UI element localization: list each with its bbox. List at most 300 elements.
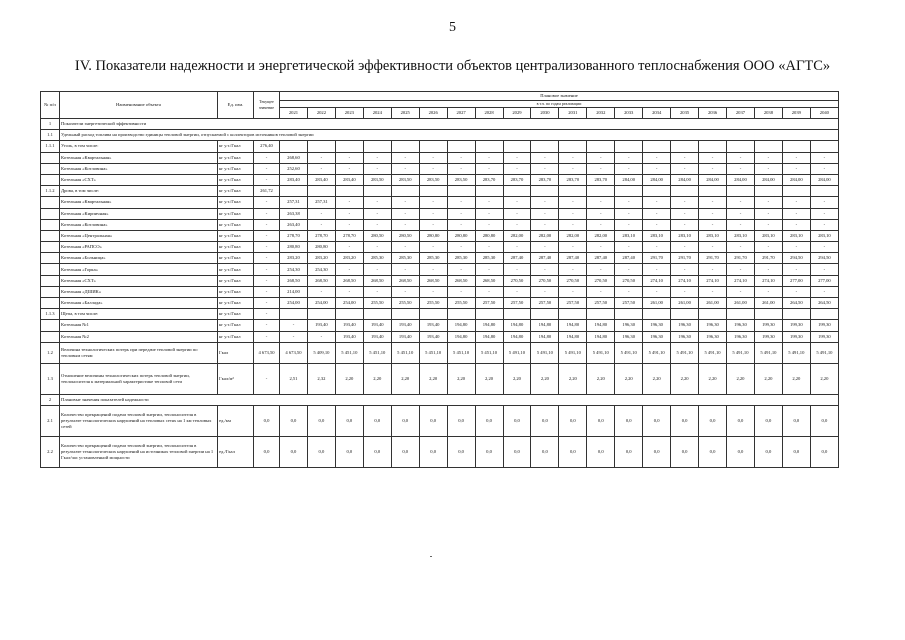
row-unit: кг у.т./Гкал bbox=[218, 174, 254, 185]
row-year-value: 0,0 bbox=[503, 405, 531, 436]
row-year-value: 283,10 bbox=[727, 230, 755, 241]
row-year-value: 2,20 bbox=[615, 363, 643, 394]
row-year-value: 199,30 bbox=[782, 331, 810, 342]
header-no: № п/п bbox=[41, 92, 60, 119]
row-year-value: 282,00 bbox=[587, 230, 615, 241]
row-number: 2.1 bbox=[41, 405, 60, 436]
table-body bbox=[41, 119, 839, 468]
table-row bbox=[41, 163, 839, 174]
row-current-value: - bbox=[254, 320, 280, 331]
row-year-value: 283,10 bbox=[643, 230, 671, 241]
row-year-value: - bbox=[363, 242, 391, 253]
row-year-value: - bbox=[754, 152, 782, 163]
row-year-value: - bbox=[335, 163, 363, 174]
row-year-value: 268,50 bbox=[307, 275, 335, 286]
row-year-value bbox=[754, 141, 782, 152]
row-year-value: - bbox=[531, 197, 559, 208]
row-year-value: 196,30 bbox=[615, 320, 643, 331]
row-year-value bbox=[447, 309, 475, 320]
table-row bbox=[41, 219, 839, 230]
row-year-value bbox=[447, 141, 475, 152]
row-unit: кг у.т./Гкал bbox=[218, 163, 254, 174]
header-year: 2022 bbox=[307, 108, 335, 119]
row-year-value: 285,30 bbox=[447, 253, 475, 264]
row-unit: кг у.т./Гкал bbox=[218, 331, 254, 342]
row-year-value: 2,20 bbox=[810, 363, 838, 394]
row-year-value: 284,00 bbox=[699, 174, 727, 185]
row-year-value: - bbox=[727, 163, 755, 174]
table-row bbox=[41, 152, 839, 163]
header-year: 2034 bbox=[643, 108, 671, 119]
row-number bbox=[41, 298, 60, 309]
row-number: 1.1.2 bbox=[41, 186, 60, 197]
row-year-value: 0,0 bbox=[475, 405, 503, 436]
row-year-value: 194,80 bbox=[447, 331, 475, 342]
row-year-value bbox=[531, 141, 559, 152]
row-year-value bbox=[643, 186, 671, 197]
row-year-value: 268,50 bbox=[419, 275, 447, 286]
row-year-value: 282,00 bbox=[503, 230, 531, 241]
row-year-value: 193,40 bbox=[363, 331, 391, 342]
row-year-value: - bbox=[699, 242, 727, 253]
row-year-value bbox=[503, 309, 531, 320]
row-year-value bbox=[699, 309, 727, 320]
row-year-value: - bbox=[559, 219, 587, 230]
row-year-value: - bbox=[782, 208, 810, 219]
row-year-value: - bbox=[559, 197, 587, 208]
row-year-value: 257,50 bbox=[475, 298, 503, 309]
row-number bbox=[41, 331, 60, 342]
row-year-value: - bbox=[754, 264, 782, 275]
row-year-value: 5 451,10 bbox=[363, 342, 391, 363]
row-year-value: - bbox=[754, 208, 782, 219]
row-year-value: 5 491,10 bbox=[503, 342, 531, 363]
row-year-value: 4 673,50 bbox=[280, 342, 308, 363]
row-year-value: - bbox=[503, 264, 531, 275]
row-year-value: 263,40 bbox=[280, 219, 308, 230]
row-year-value: 196,30 bbox=[615, 331, 643, 342]
header-year: 2021 bbox=[280, 108, 308, 119]
row-year-value: - bbox=[810, 197, 838, 208]
row-number bbox=[41, 230, 60, 241]
header-planned: Плановое значение bbox=[280, 92, 839, 101]
header-year: 2033 bbox=[615, 108, 643, 119]
row-name: Котельная «СХТ» bbox=[60, 275, 218, 286]
row-year-value: 283,70 bbox=[475, 174, 503, 185]
row-year-value: 283,20 bbox=[335, 253, 363, 264]
row-unit: кг у.т./Гкал bbox=[218, 197, 254, 208]
row-number bbox=[41, 163, 60, 174]
row-name: Уголь, в том числе: bbox=[60, 141, 218, 152]
row-year-value: - bbox=[587, 163, 615, 174]
row-year-value: - bbox=[419, 197, 447, 208]
row-year-value: - bbox=[419, 219, 447, 230]
row-year-value bbox=[727, 141, 755, 152]
row-year-value: 2,20 bbox=[587, 363, 615, 394]
row-year-value: 194,80 bbox=[503, 320, 531, 331]
row-year-value: 291,70 bbox=[671, 253, 699, 264]
row-year-value: 196,30 bbox=[699, 331, 727, 342]
row-year-value: - bbox=[391, 219, 419, 230]
row-year-value: 252,60 bbox=[280, 163, 308, 174]
row-year-value: - bbox=[727, 264, 755, 275]
row-year-value: - bbox=[475, 242, 503, 253]
row-year-value: 0,0 bbox=[391, 405, 419, 436]
row-year-value: - bbox=[810, 163, 838, 174]
row-year-value bbox=[727, 186, 755, 197]
row-year-value: 5 491,10 bbox=[727, 342, 755, 363]
row-year-value: 283,50 bbox=[363, 174, 391, 185]
row-year-value: - bbox=[475, 208, 503, 219]
row-year-value: 193,40 bbox=[335, 320, 363, 331]
row-year-value bbox=[587, 141, 615, 152]
row-year-value: - bbox=[699, 264, 727, 275]
header-unit: Ед. изм. bbox=[218, 92, 254, 119]
row-number bbox=[41, 152, 60, 163]
page-number: 5 bbox=[449, 20, 456, 35]
row-year-value bbox=[615, 309, 643, 320]
row-year-value: 268,50 bbox=[363, 275, 391, 286]
row-year-value: 193,40 bbox=[307, 320, 335, 331]
row-year-value: - bbox=[615, 264, 643, 275]
row-year-value: 196,30 bbox=[727, 320, 755, 331]
row-year-value: 285,30 bbox=[391, 253, 419, 264]
row-year-value: 0,0 bbox=[810, 405, 838, 436]
row-current-value: - bbox=[254, 230, 280, 241]
row-year-value: 257,31 bbox=[280, 197, 308, 208]
row-year-value: 199,30 bbox=[782, 320, 810, 331]
row-year-value bbox=[671, 309, 699, 320]
row-year-value: - bbox=[615, 163, 643, 174]
row-year-value: - bbox=[419, 208, 447, 219]
row-current-value: - bbox=[254, 275, 280, 286]
header-year: 2038 bbox=[754, 108, 782, 119]
row-year-value: 283,70 bbox=[503, 174, 531, 185]
row-year-value: - bbox=[531, 242, 559, 253]
row-year-value bbox=[531, 186, 559, 197]
row-year-value: - bbox=[335, 286, 363, 297]
row-year-value: 5 491,10 bbox=[810, 342, 838, 363]
row-name: Количество прекращений подачи тепловой энергии, теплоносителя в результате технологических нарушений на источниках тепловой энергии на 1 Гкал/час установленной мощности bbox=[60, 436, 218, 467]
row-unit: Гкал/м² bbox=[218, 363, 254, 394]
row-year-value: - bbox=[391, 152, 419, 163]
row-year-value: - bbox=[307, 286, 335, 297]
row-year-value: 5 409,10 bbox=[307, 342, 335, 363]
row-year-value: - bbox=[727, 152, 755, 163]
row-unit: кг у.т./Гкал bbox=[218, 309, 254, 320]
row-year-value: 261,00 bbox=[727, 298, 755, 309]
row-year-value: 270,50 bbox=[559, 275, 587, 286]
row-year-value: 255,50 bbox=[363, 298, 391, 309]
row-year-value: - bbox=[503, 219, 531, 230]
table-row bbox=[41, 405, 839, 436]
header-year: 2032 bbox=[587, 108, 615, 119]
row-year-value: - bbox=[559, 286, 587, 297]
row-year-value: - bbox=[335, 242, 363, 253]
header-year: 2025 bbox=[391, 108, 419, 119]
row-year-value: - bbox=[671, 208, 699, 219]
row-unit: кг у.т./Гкал bbox=[218, 275, 254, 286]
row-year-value: 284,00 bbox=[782, 174, 810, 185]
row-year-value: - bbox=[615, 242, 643, 253]
row-year-value: 257,50 bbox=[531, 298, 559, 309]
row-year-value: - bbox=[447, 264, 475, 275]
row-section-title: Удельный расход топлива на производство единицы тепловой энергии, отпускаемой с коллекторов источников тепловой энергии bbox=[60, 130, 839, 141]
row-current-value: - bbox=[254, 197, 280, 208]
row-year-value: 284,00 bbox=[643, 174, 671, 185]
table-row bbox=[41, 309, 839, 320]
row-year-value: 2,20 bbox=[754, 363, 782, 394]
row-year-value: 5 491,10 bbox=[671, 342, 699, 363]
row-year-value: - bbox=[615, 286, 643, 297]
row-year-value: 283,40 bbox=[307, 174, 335, 185]
row-year-value: 5 491,10 bbox=[559, 342, 587, 363]
row-year-value: - bbox=[810, 286, 838, 297]
row-current-value: - bbox=[254, 219, 280, 230]
row-year-value: 284,00 bbox=[754, 174, 782, 185]
row-year-value: 261,00 bbox=[699, 298, 727, 309]
row-year-value: 194,80 bbox=[503, 331, 531, 342]
row-year-value: 268,50 bbox=[447, 275, 475, 286]
row-year-value: - bbox=[699, 197, 727, 208]
row-name: Котельная «Котловина» bbox=[60, 219, 218, 230]
row-year-value: 270,50 bbox=[587, 275, 615, 286]
row-year-value: 5 491,10 bbox=[587, 342, 615, 363]
row-section-title: Показатели энергетической эффективности bbox=[60, 119, 839, 130]
row-year-value: - bbox=[587, 286, 615, 297]
row-number: 1 bbox=[41, 119, 60, 130]
row-year-value: - bbox=[391, 242, 419, 253]
row-year-value: 0,0 bbox=[727, 436, 755, 467]
row-year-value: 283,70 bbox=[559, 174, 587, 185]
row-year-value: 274,10 bbox=[671, 275, 699, 286]
row-year-value: 280,80 bbox=[447, 230, 475, 241]
row-year-value: 261,00 bbox=[643, 298, 671, 309]
table-row bbox=[41, 242, 839, 253]
header-year: 2031 bbox=[559, 108, 587, 119]
row-year-value: - bbox=[307, 152, 335, 163]
row-year-value: 261,00 bbox=[754, 298, 782, 309]
row-year-value: - bbox=[782, 152, 810, 163]
row-year-value: 194,80 bbox=[531, 331, 559, 342]
row-current-value: 261,72 bbox=[254, 186, 280, 197]
row-year-value: - bbox=[503, 208, 531, 219]
row-year-value: - bbox=[503, 242, 531, 253]
row-year-value: - bbox=[727, 219, 755, 230]
row-year-value: - bbox=[335, 264, 363, 275]
row-year-value: - bbox=[615, 208, 643, 219]
row-year-value: 0,0 bbox=[475, 436, 503, 467]
row-year-value: - bbox=[754, 286, 782, 297]
row-year-value: - bbox=[363, 219, 391, 230]
row-year-value: - bbox=[699, 163, 727, 174]
row-year-value: 263,38 bbox=[280, 208, 308, 219]
row-year-value: 0,0 bbox=[810, 436, 838, 467]
row-number bbox=[41, 286, 60, 297]
row-year-value: 270,50 bbox=[531, 275, 559, 286]
row-year-value: - bbox=[419, 163, 447, 174]
row-name: Котельная «Квартальная» bbox=[60, 197, 218, 208]
row-year-value: - bbox=[643, 197, 671, 208]
row-year-value: 0,0 bbox=[559, 405, 587, 436]
row-year-value: 0,0 bbox=[363, 436, 391, 467]
row-year-value: 193,40 bbox=[419, 320, 447, 331]
row-year-value bbox=[307, 186, 335, 197]
row-year-value: - bbox=[754, 242, 782, 253]
row-current-value: - bbox=[254, 253, 280, 264]
row-year-value: - bbox=[671, 152, 699, 163]
row-year-value: 0,0 bbox=[391, 436, 419, 467]
row-current-value: - bbox=[254, 363, 280, 394]
row-year-value: 257,31 bbox=[307, 197, 335, 208]
row-year-value bbox=[643, 141, 671, 152]
table-row bbox=[41, 141, 839, 152]
row-number bbox=[41, 275, 60, 286]
row-current-value: - bbox=[254, 208, 280, 219]
row-year-value: 285,30 bbox=[363, 253, 391, 264]
row-year-value: 0,0 bbox=[671, 436, 699, 467]
header-period: в т.ч. по годам реализации bbox=[280, 101, 839, 108]
row-year-value bbox=[280, 141, 308, 152]
row-year-value: 0,0 bbox=[280, 436, 308, 467]
row-year-value: - bbox=[531, 219, 559, 230]
row-year-value bbox=[447, 186, 475, 197]
row-name: Дрова, в том числе: bbox=[60, 186, 218, 197]
row-year-value bbox=[727, 309, 755, 320]
header-year: 2037 bbox=[727, 108, 755, 119]
row-year-value bbox=[419, 186, 447, 197]
row-year-value bbox=[391, 186, 419, 197]
row-year-value: - bbox=[391, 163, 419, 174]
row-year-value: - bbox=[559, 152, 587, 163]
row-year-value: - bbox=[587, 242, 615, 253]
header-year: 2040 bbox=[810, 108, 838, 119]
row-year-value: - bbox=[587, 152, 615, 163]
row-year-value bbox=[643, 309, 671, 320]
row-year-value bbox=[307, 141, 335, 152]
row-number: 1.3 bbox=[41, 363, 60, 394]
row-year-value bbox=[363, 186, 391, 197]
row-year-value bbox=[335, 186, 363, 197]
row-year-value: - bbox=[671, 219, 699, 230]
row-year-value: - bbox=[335, 219, 363, 230]
row-year-value: 294,50 bbox=[810, 253, 838, 264]
row-year-value: - bbox=[643, 286, 671, 297]
row-number bbox=[41, 208, 60, 219]
row-year-value: - bbox=[447, 219, 475, 230]
row-year-value bbox=[335, 141, 363, 152]
row-year-value: 0,0 bbox=[559, 436, 587, 467]
row-year-value bbox=[503, 141, 531, 152]
row-number bbox=[41, 219, 60, 230]
row-number bbox=[41, 197, 60, 208]
row-current-value: - bbox=[254, 264, 280, 275]
row-year-value: - bbox=[335, 208, 363, 219]
row-year-value bbox=[587, 309, 615, 320]
row-year-value bbox=[810, 309, 838, 320]
row-year-value: 254,30 bbox=[280, 264, 308, 275]
row-year-value bbox=[754, 186, 782, 197]
row-year-value: 2,20 bbox=[391, 363, 419, 394]
row-year-value: 196,30 bbox=[671, 320, 699, 331]
row-year-value bbox=[615, 141, 643, 152]
row-year-value: 2,20 bbox=[643, 363, 671, 394]
row-year-value: - bbox=[280, 320, 308, 331]
row-year-value: - bbox=[727, 197, 755, 208]
row-year-value: 199,30 bbox=[754, 320, 782, 331]
row-year-value: - bbox=[699, 208, 727, 219]
row-name: Котельная «Центральная» bbox=[60, 230, 218, 241]
row-year-value: - bbox=[699, 286, 727, 297]
row-year-value: - bbox=[419, 242, 447, 253]
row-year-value: - bbox=[363, 264, 391, 275]
row-year-value: - bbox=[307, 219, 335, 230]
row-current-value: - bbox=[254, 286, 280, 297]
row-year-value: 0,0 bbox=[419, 405, 447, 436]
row-year-value: 270,50 bbox=[615, 275, 643, 286]
row-year-value: 283,50 bbox=[447, 174, 475, 185]
indicators-table-container bbox=[40, 91, 838, 468]
row-name: Котельная №2 bbox=[60, 331, 218, 342]
row-year-value: 283,20 bbox=[307, 253, 335, 264]
row-current-value: - bbox=[254, 331, 280, 342]
row-year-value: 0,0 bbox=[307, 436, 335, 467]
row-year-value: - bbox=[447, 208, 475, 219]
row-year-value: 193,40 bbox=[419, 331, 447, 342]
row-year-value: - bbox=[671, 264, 699, 275]
row-year-value: - bbox=[782, 286, 810, 297]
row-year-value: 5 451,10 bbox=[335, 342, 363, 363]
header-year: 2026 bbox=[419, 108, 447, 119]
row-unit: кг у.т./Гкал bbox=[218, 298, 254, 309]
row-year-value: - bbox=[475, 152, 503, 163]
row-year-value: 0,0 bbox=[754, 436, 782, 467]
row-year-value: 0,0 bbox=[363, 405, 391, 436]
row-year-value: 283,50 bbox=[419, 174, 447, 185]
row-year-value: - bbox=[307, 163, 335, 174]
row-year-value: 280,50 bbox=[363, 230, 391, 241]
row-year-value: - bbox=[782, 163, 810, 174]
row-year-value: 0,0 bbox=[643, 436, 671, 467]
row-year-value: 2,20 bbox=[699, 363, 727, 394]
row-unit: кг у.т./Гкал bbox=[218, 141, 254, 152]
row-year-value: - bbox=[615, 197, 643, 208]
row-year-value: 257,50 bbox=[587, 298, 615, 309]
row-year-value: 5 491,10 bbox=[531, 342, 559, 363]
row-year-value: 194,80 bbox=[559, 320, 587, 331]
row-year-value bbox=[559, 186, 587, 197]
row-year-value: 280,80 bbox=[475, 230, 503, 241]
row-year-value bbox=[671, 141, 699, 152]
row-year-value: - bbox=[280, 331, 308, 342]
row-year-value: - bbox=[391, 208, 419, 219]
row-current-value: - bbox=[254, 174, 280, 185]
row-year-value: 199,30 bbox=[810, 320, 838, 331]
row-name: Величина технологических потерь при передаче тепловой энергии по тепловым сетям bbox=[60, 342, 218, 363]
indicators-table bbox=[40, 91, 839, 468]
row-number bbox=[41, 174, 60, 185]
row-year-value: - bbox=[559, 208, 587, 219]
row-year-value: 193,40 bbox=[391, 320, 419, 331]
row-name: Котельная №1 bbox=[60, 320, 218, 331]
row-year-value: 291,70 bbox=[754, 253, 782, 264]
header-year: 2027 bbox=[447, 108, 475, 119]
row-year-value: 2,20 bbox=[531, 363, 559, 394]
row-year-value: 5 491,10 bbox=[754, 342, 782, 363]
row-year-value: - bbox=[810, 264, 838, 275]
row-year-value: - bbox=[531, 264, 559, 275]
row-year-value: 274,10 bbox=[754, 275, 782, 286]
